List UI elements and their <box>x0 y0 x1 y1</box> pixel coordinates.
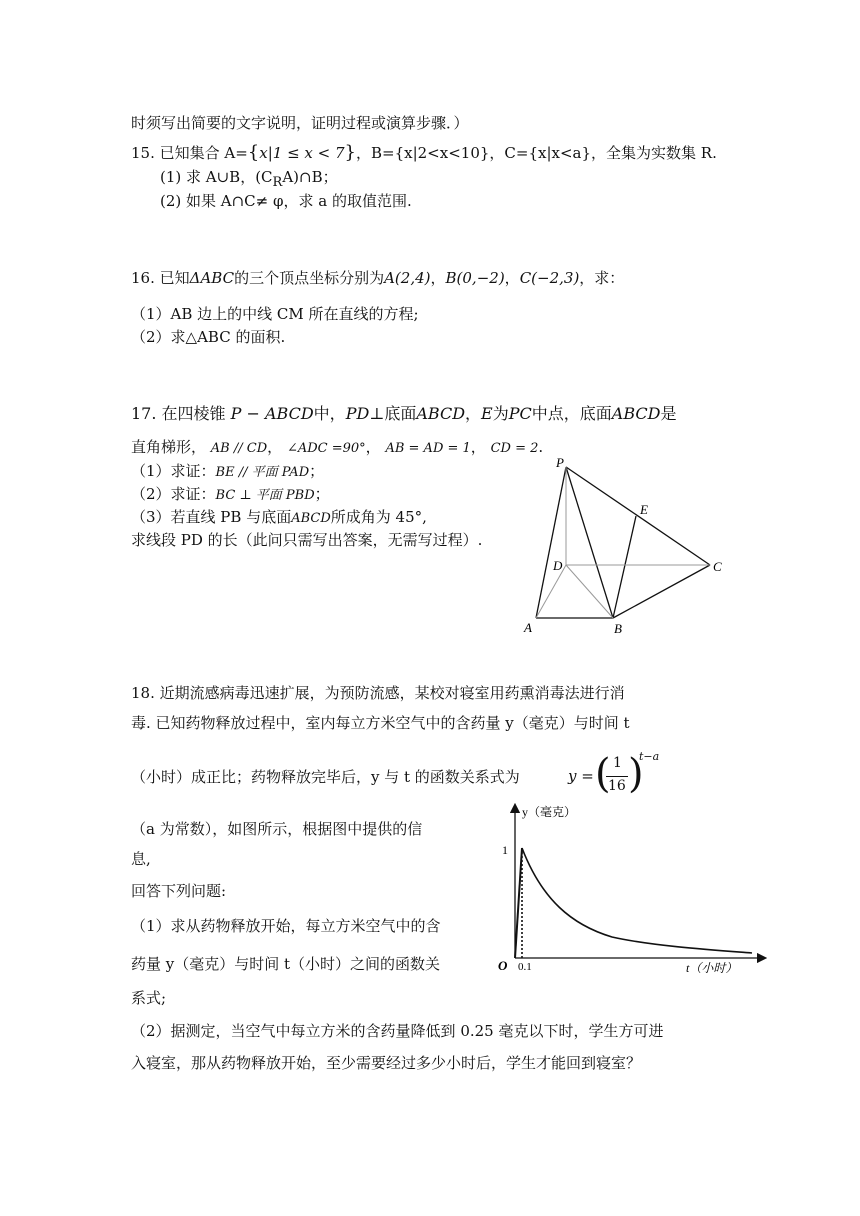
q17-l2e: ， <box>365 438 381 456</box>
q17-part3 <box>131 507 427 529</box>
q17-part2 <box>131 484 330 506</box>
q17-abcd2: ABCD <box>611 404 661 423</box>
label-e: E <box>640 502 648 517</box>
q18-line9: 系式; <box>131 989 167 1007</box>
q17-abcd: ABCD <box>416 404 466 423</box>
q15-p1-text: (1) 求 A∪B，(C <box>160 168 273 186</box>
formula-y: y = <box>568 767 594 785</box>
q16-part2: （2）求△ABC 的面积. <box>131 328 286 346</box>
q18-line4: （a 为常数），如图所示，根据图中提供的信 <box>131 820 423 838</box>
edge-pa <box>536 467 566 618</box>
q17-l2d: ∠ADC =90° <box>286 441 366 456</box>
q16-part1: （1）AB 边上的中线 CM 所在直线的方程; <box>131 305 419 323</box>
q17-part3-cont: 求线段 PD 的长（此问只需写出答案，无需写过程）. <box>131 531 483 549</box>
x-axis-label: t（小时） <box>686 961 738 975</box>
q18-line8: 药量 y（毫克）与时间 t（小时）之间的函数关 <box>131 955 441 973</box>
q17-f: 中点，底面 <box>531 404 612 423</box>
linear-segment <box>515 848 522 958</box>
formula-num: 1 <box>613 755 622 771</box>
label-c: C <box>713 559 722 574</box>
q17-p3c: 所成角为 45°, <box>330 508 427 526</box>
y-tick-1: 1 <box>502 843 508 857</box>
q16-sep1: ， <box>430 269 446 287</box>
set-a: x|1 ≤ x < 7 <box>259 144 345 162</box>
q17-p2a: （2）求证： <box>131 485 216 503</box>
q16-a: 16. 已知 <box>131 269 190 287</box>
decay-curve <box>522 848 752 953</box>
label-a: A <box>524 620 532 635</box>
pyramid-figure <box>510 452 740 642</box>
formula-den: 16 <box>608 778 626 794</box>
origin-label: O <box>498 958 508 973</box>
q16-end: ，求： <box>579 269 625 287</box>
q17-part1 <box>131 461 324 483</box>
edge-bc <box>613 565 710 618</box>
label-p: P <box>556 455 564 470</box>
concentration-graph <box>492 800 772 980</box>
q17-d: ， <box>465 404 482 423</box>
q17-l2a: 直角梯形， <box>131 438 207 456</box>
q17-p1a: （1）求证： <box>131 462 216 480</box>
paren-right: ) <box>628 751 644 797</box>
q18-line11: 入寝室，那从药物释放开始，至少需要经过多少小时后，学生才能回到寝室？ <box>131 1054 642 1072</box>
fraction-bar <box>606 776 628 777</box>
edge-be <box>613 516 636 618</box>
q17-c: ⊥底面 <box>369 404 417 423</box>
q17-l2h: CD = 2 <box>490 441 539 456</box>
q17-l2b: AB // CD <box>210 441 268 456</box>
q17-p2c: ； <box>314 485 330 503</box>
q18-line7: （1）求从药物释放开始，每立方米空气中的含 <box>131 917 441 935</box>
formula-block <box>568 750 668 804</box>
edge-pc <box>566 467 710 565</box>
q18-line3: （小时）成正比；药物释放完毕后，y 与 t 的函数关系式为 <box>131 768 520 786</box>
q17-pyramid: P − ABCD <box>230 404 314 423</box>
q16-sep2: ， <box>504 269 520 287</box>
q17-l2c: ， <box>267 438 283 456</box>
q17-ee: 为 <box>492 404 509 423</box>
intro-line: 时须写出简要的文字说明，证明过程或演算步骤．） <box>131 114 469 132</box>
q15-stem <box>131 143 717 163</box>
q18-line5: 息, <box>131 850 151 868</box>
q17-line1 <box>131 404 676 424</box>
q17-p2b: BC ⊥ 平面 PBD <box>215 488 315 503</box>
q17-g: 是 <box>660 404 677 423</box>
q17-line2 <box>131 437 543 459</box>
q15-stem-text: 15. 已知集合 A= <box>131 144 248 162</box>
q15-rest: ，B={x|2<x<10}，C={x|x<a}，全集为实数集 R. <box>355 144 717 162</box>
edge-pb <box>566 467 613 618</box>
edge-bd <box>566 565 613 618</box>
formula-exp: t−a <box>639 750 660 763</box>
q18-line2: 毒. 已知药物释放过程中，室内每立方米空气中的含药量 y（毫克）与时间 t <box>131 714 630 732</box>
q17-pd: PD <box>345 404 370 423</box>
q15-p1-sub: R <box>272 175 283 190</box>
q17-l2g: ， <box>470 438 486 456</box>
q18-line1: 18. 近期流感病毒迅速扩展，为预防流感，某校对寝室用药熏消毒法进行消 <box>131 684 625 702</box>
q16-point-b: B(0,−2) <box>445 269 505 287</box>
q15-part2: (2) 如果 A∩C≠ φ，求 a 的取值范围. <box>160 192 412 210</box>
q17-p3a: （3）若直线 PB 与底面 <box>131 508 292 526</box>
brace-open: { <box>247 142 260 163</box>
q16-tri: ΔABC <box>189 269 235 287</box>
brace-close: } <box>344 142 356 163</box>
q16-point-c: C(−2,3) <box>519 269 580 287</box>
q17-pc: PC <box>508 404 532 423</box>
q16-point-a: A(2,4) <box>384 269 431 287</box>
q17-l2f: AB = AD = 1 <box>385 441 471 456</box>
q17-b: 中， <box>313 404 346 423</box>
q16-b: 的三个顶点坐标分别为 <box>234 269 385 287</box>
q17-p1b: BE // 平面 PAD <box>215 465 310 480</box>
q17-p1c: ； <box>309 462 325 480</box>
y-axis-label: y（毫克） <box>522 805 577 819</box>
q16-stem <box>131 268 624 288</box>
q17-l2i: . <box>538 438 544 456</box>
q18-line10: （2）据测定，当空气中每立方米的含药量降低到 0.25 毫克以下时，学生方可进 <box>131 1022 664 1040</box>
q17-e: E <box>481 404 493 423</box>
q15-part1 <box>160 167 338 193</box>
paren-left: ( <box>595 751 611 797</box>
q15-p1-tail: A)∩B； <box>282 168 338 186</box>
label-d: D <box>553 558 563 573</box>
label-b: B <box>614 621 622 636</box>
q18-line6: 回答下列问题: <box>131 882 227 900</box>
q17-a: 17. 在四棱锥 <box>131 404 226 423</box>
x-tick-0-1: 0.1 <box>518 961 532 973</box>
q17-p3b: ABCD <box>291 511 331 526</box>
